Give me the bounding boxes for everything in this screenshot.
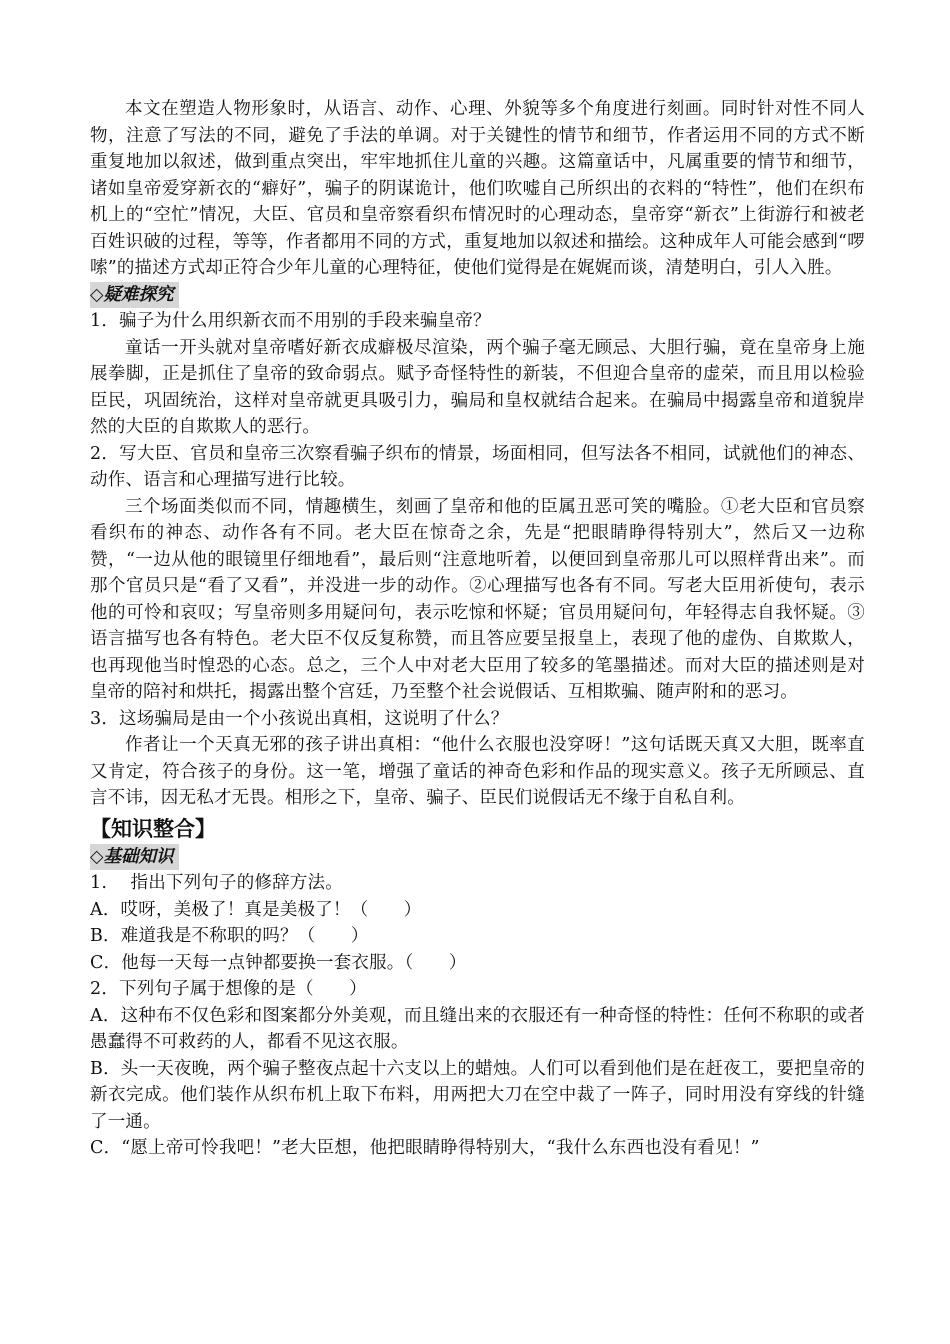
basic-knowledge-heading: ◇基础知识 (90, 844, 179, 871)
exercise-2-stem: 2．下列句子属于想像的是（ ） (90, 979, 367, 999)
exercise-2-option-c: C．“愿上帝可怜我吧！”老大臣想，他把眼睛睁得特别大，“我什么东西也没有看见！” (90, 1138, 760, 1158)
knowledge-section-title: 【知识整合】 (90, 815, 216, 841)
exercise-1-option-a: A．哎呀，美极了！真是美极了！（ ） (90, 899, 422, 920)
exercise-2-option-a: A．这种布不仅色彩和图案都分外美观，而且缝出来的衣服还有一种奇怪的特性：任何不称职的或者愚蠢得不可救药的人，都看不见这衣服。 (90, 1005, 865, 1052)
basic-knowledge-heading-line (90, 844, 865, 871)
exercise-1-stem: 1. 指出下列句子的修辞方法。 (90, 873, 343, 893)
intro-paragraph: 本文在塑造人物形象时，从语言、动作、心理、外貌等多个角度进行刻画。同时针对性不同人物，注意了写法的不同，避免了手法的单调。对于关键性的情节和细节，作者运用不同的方式不断重复地加以叙述，做到重点突出，牢牢地抓住儿童的兴趣。这篇童话中，凡属重要的情节和细节，诸如皇帝爱穿新衣的“癖好”，骗子的阴谋诡计，他们吹嘘自己所织出的衣料的“特性”，他们在织布机上的“空忙”情况，大臣、官员和皇帝察看织布情况时的心理动态，皇帝穿“新衣”上街游行和被老百姓识破的过程，等等，作者都用不同的方式，重复地加以叙述和描绘。这种成年人可能会感到“啰嗦”的描述方式却正符合少年儿童的心理特征，使他们觉得是在娓娓而谈，清楚明白，引人入胜。 (90, 99, 865, 278)
question-3: 3．这场骗局是由一个小孩说出真相，这说明了什么？ (90, 708, 509, 729)
question-2: 2．写大臣、官员和皇帝三次察看骗子织布的情景，场面相同，但写法各不相同，试就他们的神态、动作、语言和心理描写进行比较。 (90, 443, 865, 490)
explore-heading-line (90, 282, 865, 309)
document-page (90, 96, 865, 1162)
answer-3: 作者让一个天真无邪的孩子讲出真相：“他什么衣服也没穿呀！”这句话既天真又大胆，既率直又肯定，符合孩子的身份。这一笔，增强了童话的神奇色彩和作品的现实意义。孩子无所顾忌、直言不讳，因无私才无畏。相形之下，皇帝、骗子、臣民们说假话无不缘于自私自利。 (90, 735, 865, 808)
answer-1: 童话一开头就对皇帝嗜好新衣成癖极尽渲染，两个骗子毫无顾忌、大胆行骗，竟在皇帝身上施展拳脚，正是抓住了皇帝的致命弱点。赋予奇怪特性的新装，不但迎合皇帝的虚荣，而且用以检验臣民，巩固统治，这样对皇帝就更具吸引力，骗局和皇权就结合起来。在骗局中揭露皇帝和道貌岸然的大臣的自欺欺人的恶行。 (90, 337, 865, 437)
exercise-2-option-b: B．头一天夜晚，两个骗子整夜点起十六支以上的蜡烛。人们可以看到他们是在赶夜工，要把皇帝的新衣完成。他们装作从织布机上取下布料，用两把大刀在空中裁了一阵子，同时用没有穿线的针缝了一通。 (90, 1058, 865, 1132)
answer-2: 三个场面类似而不同，情趣横生，刻画了皇帝和他的臣属丑恶可笑的嘴脸。①老大臣和官员察看织布的神态、动作各有不同。老大臣在惊奇之余，先是“把眼睛睁得特别大”，然后又一边称赞，“一边从他的眼镜里仔细地看”，最后则“注意地听着，以便回到皇帝那儿可以照样背出来”。而那个官员只是“看了又看”，并没进一步的动作。②心理描写也各有不同。写老大臣用祈使句，表示他的可怜和哀叹；写皇帝则多用疑问句，表示吃惊和怀疑；官员用疑问句，年轻得志自我怀疑。③语言描写也各有特色。老大臣不仅反复称赞，而且答应要呈报皇上，表现了他的虚伪、自欺欺人，也再现他当时惶恐的心态。总之，三个人中对老大臣用了较多的笔墨描述。而对大臣的描述则是对皇帝的陪衬和烘托，揭露出整个宫廷，乃至整个社会说假话、互相欺骗、随声附和的恶习。 (90, 496, 865, 702)
explore-heading: ◇疑难探究 (90, 282, 179, 309)
exercise-1-option-c: C．他每一天每一点钟都要换一套衣服。（ ） (90, 952, 467, 973)
question-1: 1．骗子为什么用织新衣而不用别的手段来骗皇帝？ (90, 311, 491, 331)
exercise-1-option-b: B．难道我是不称职的吗？（ ） (90, 926, 369, 946)
